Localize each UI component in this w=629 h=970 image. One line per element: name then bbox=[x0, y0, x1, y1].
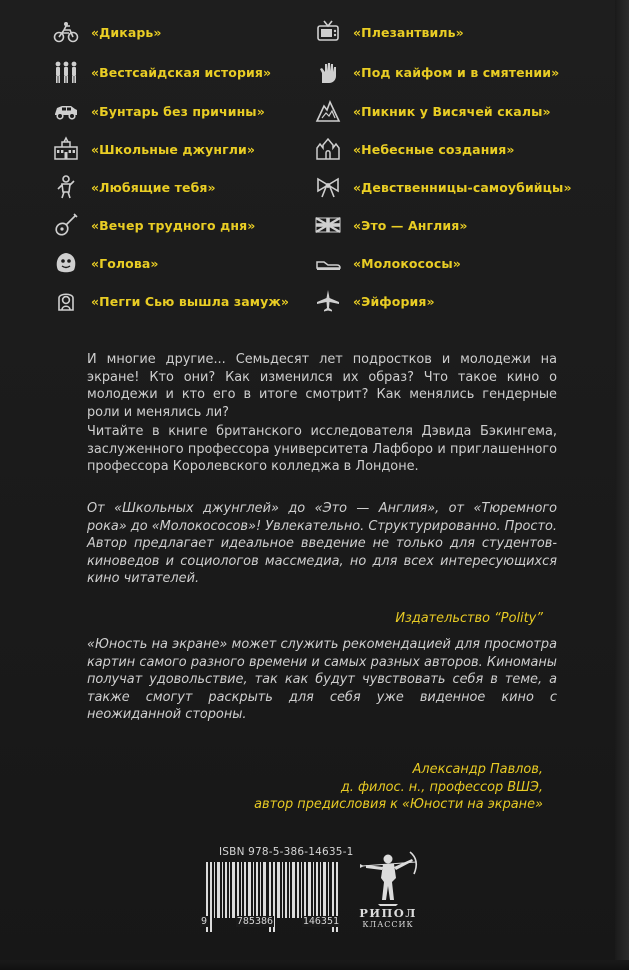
film-item bbox=[51, 286, 289, 316]
intro-paragraph: И многие другие... Семьдесят лет подростков и молодежи на экране! Кто они? Как изменился их образ? Что такое кино о молодежи и кто его в итоге смотрит? Как менялись гендерные роли и менялись ли? bbox=[87, 352, 557, 420]
film-title: «Небесные создания» bbox=[353, 141, 515, 157]
head-icon bbox=[51, 248, 81, 278]
shoe-icon bbox=[313, 248, 343, 278]
film-title: «Эйфория» bbox=[353, 293, 435, 309]
film-title: «Молокососы» bbox=[353, 255, 461, 271]
publisher-quote-author: Издательство “Polity” bbox=[395, 611, 543, 626]
about-paragraph: Читайте в книге британского исследователя Дэвида Бэкингема, заслуженного профессора университета Лафборо и приглашенного профессора Королевского колледжа в Лондоне. bbox=[87, 424, 557, 475]
car-icon bbox=[51, 96, 81, 126]
publisher-name: РИПОЛ bbox=[359, 906, 417, 920]
barcode-digit-lead: 9 bbox=[201, 916, 208, 927]
author-quote-signature bbox=[254, 761, 543, 814]
barcode-digits-right: 146351 bbox=[302, 916, 339, 927]
film-title: «Вестсайдская история» bbox=[91, 64, 272, 80]
school-building-icon bbox=[51, 134, 81, 164]
film-title: «Любящие тебя» bbox=[91, 179, 216, 195]
signature-role: автор предисловия к «Юности на экране» bbox=[254, 797, 543, 813]
film-title: «Под кайфом и в смятении» bbox=[353, 64, 560, 80]
film-title: «Плезантвиль» bbox=[353, 24, 464, 40]
film-title: «Дикарь» bbox=[91, 24, 162, 40]
motorbike-icon bbox=[51, 17, 81, 47]
spine-edge bbox=[615, 0, 629, 970]
film-item bbox=[313, 210, 468, 240]
film-item bbox=[313, 96, 551, 126]
film-item bbox=[51, 96, 265, 126]
signature-title: д. филос. н., профессор ВШЭ, bbox=[340, 779, 543, 795]
signature-name: Александр Павлов, bbox=[412, 762, 543, 777]
film-title: «Это — Англия» bbox=[353, 217, 468, 233]
film-title: «Пегги Сью вышла замуж» bbox=[91, 293, 290, 309]
isbn-label: ISBN 978-5-386-14635-1 bbox=[219, 846, 354, 858]
film-item bbox=[313, 57, 559, 87]
film-item bbox=[51, 17, 162, 47]
barcode-digits bbox=[200, 916, 340, 927]
plane-icon bbox=[313, 286, 343, 316]
film-item bbox=[51, 172, 216, 202]
film-item bbox=[51, 248, 159, 278]
bow-icon bbox=[313, 172, 343, 202]
film-item bbox=[313, 286, 435, 316]
tv-icon bbox=[313, 17, 343, 47]
film-item bbox=[313, 17, 464, 47]
film-item bbox=[51, 210, 255, 240]
film-title: «Бунтарь без причины» bbox=[91, 103, 265, 119]
film-title: «Пикник у Висячей скалы» bbox=[353, 103, 551, 119]
film-item bbox=[313, 248, 461, 278]
film-item bbox=[51, 57, 271, 87]
uk-flag-icon bbox=[313, 210, 343, 240]
publisher-subname: КЛАССИК bbox=[362, 920, 414, 929]
dancers-icon bbox=[51, 57, 81, 87]
film-title: «Школьные джунгли» bbox=[91, 141, 256, 157]
publisher-quote: От «Школьных джунглей» до «Это — Англия», от «Тюремного рока» до «Молокососов»! Увлекательно. Структурированно. Просто. Автор предлагает идеальное введение не только для студентов-киноведов и социологов массмедиа, но для всех интересующихся кино читателей. bbox=[87, 501, 557, 587]
film-item bbox=[313, 134, 515, 164]
film-title: «Девственницы-самоубийцы» bbox=[353, 179, 572, 195]
film-item bbox=[51, 134, 255, 164]
hand-icon bbox=[313, 57, 343, 87]
film-title: «Голова» bbox=[91, 255, 159, 271]
rock-icon bbox=[313, 96, 343, 126]
figure-icon bbox=[51, 172, 81, 202]
bride-icon bbox=[51, 286, 81, 316]
author-quote: «Юность на экране» может служить рекомендацией для просмотра картин самого разного времени и самых разных авторов. Киноманы получат удовольствие, так как будут чувствовать себя в теме, а также смогут раскрыть для себя уже виденное кино с неожиданной стороны. bbox=[87, 637, 557, 723]
castle-icon bbox=[313, 134, 343, 164]
bottom-edge bbox=[0, 960, 629, 970]
film-item bbox=[313, 172, 572, 202]
guitar-icon bbox=[51, 210, 81, 240]
film-title: «Вечер трудного дня» bbox=[91, 217, 256, 233]
barcode-digits-left: 785386 bbox=[236, 916, 274, 927]
